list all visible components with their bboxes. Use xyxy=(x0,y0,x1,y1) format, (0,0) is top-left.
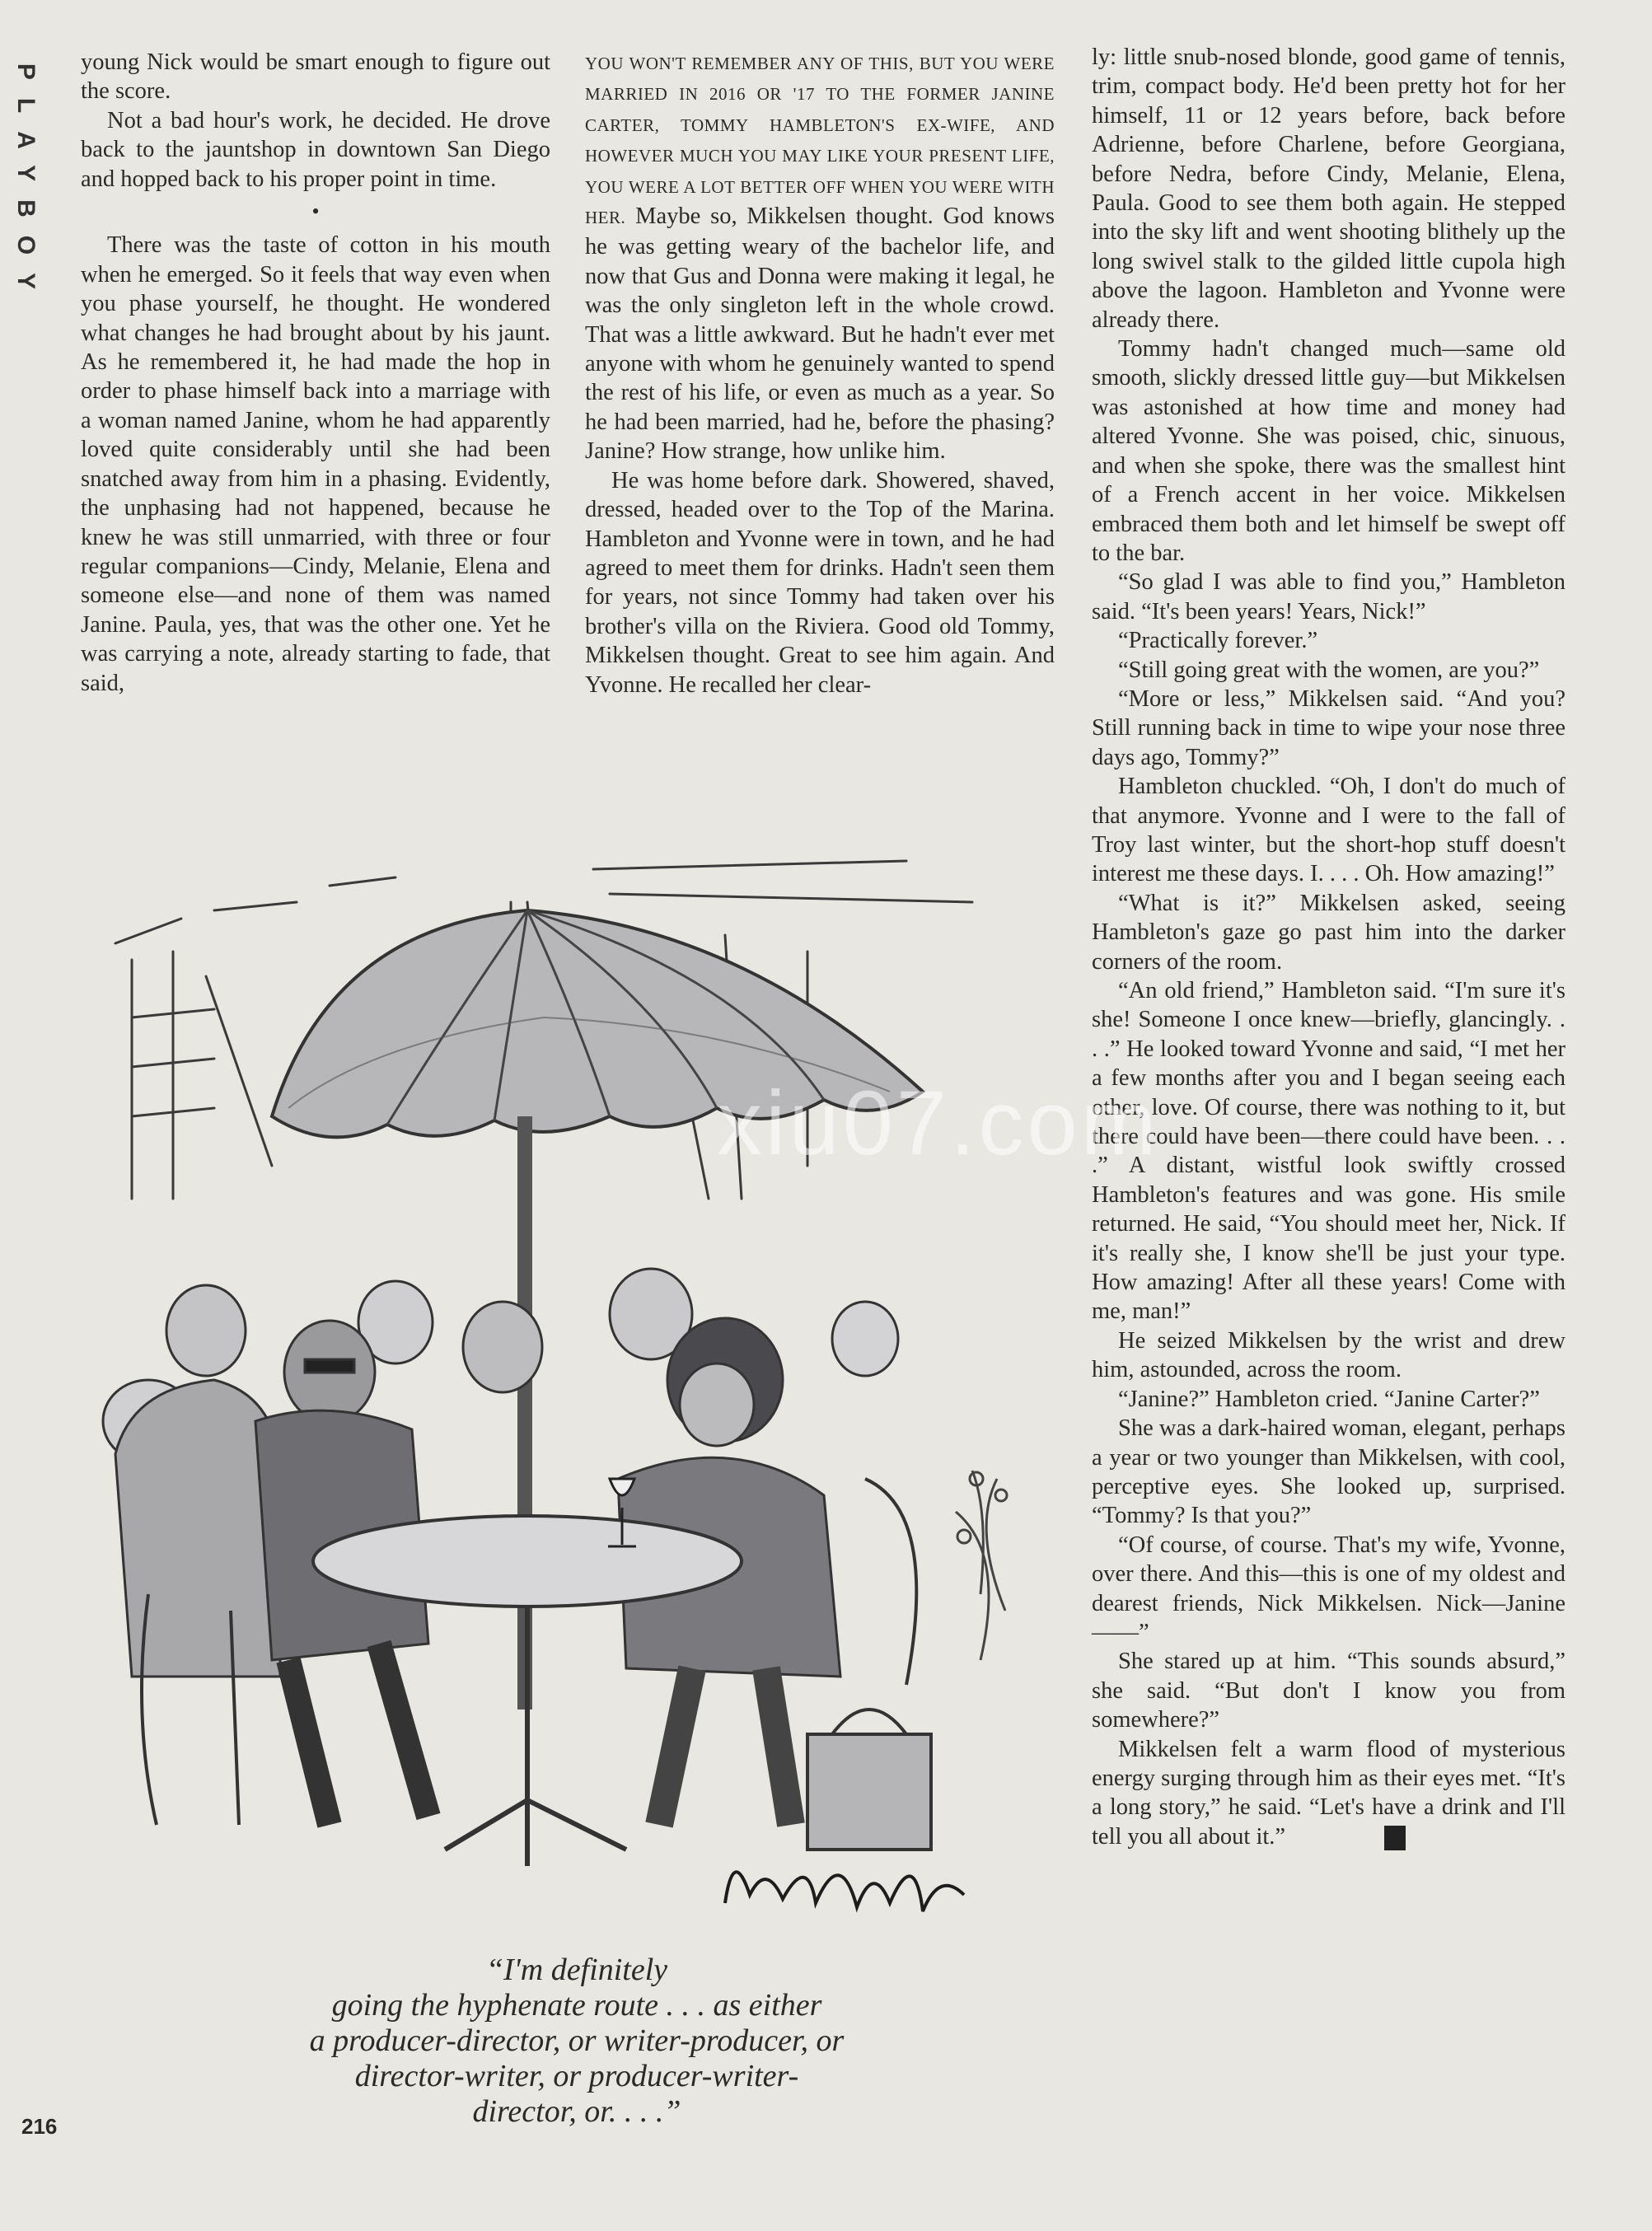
paragraph: She stared up at him. “This sounds absurd,” she said. “But don't I know you from somewhere?” xyxy=(1092,1649,1565,1733)
paragraph: “An old friend,” Hambleton said. “I'm sure it's she! Someone I once knew—briefly, glancingly. . . .” He looked toward Yvonne and said, “I met her a few months after you and I began seeing each other, love. Of course, there was nothing to it, but there could have been—there could have been. . . .” A distant, wistful look swiftly crossed Hambleton's features and was gone. His smile returned. He said, “You should meet her, Nick. If it's really she, I know she'll be just your type. How amazing! After all these years! Come with me, man!” xyxy=(1092,978,1565,1325)
paragraph: There was the taste of cotton in his mouth when he emerged. So it feels that way even when you phase yourself, he thought. He wondered what changes he had brought about by his jaunt. As he remembered it, he had made the hop in order to phase himself back into a marriage with a woman named Janine, whom he had apparently loved quite considerably until she had been snatched away from him in a phasing. Evidently, the unphasing had not happened, because he knew he was still unmarried, with three or four regular companions—Cindy, Melanie, Elena and someone else—and none of them was named Janine. Paula, yes, that was the other one. Yet he was carrying a note, already starting to fade, that said, xyxy=(81,232,550,696)
text-column-1 xyxy=(81,48,550,698)
cartoon-caption xyxy=(247,1953,906,2130)
paragraph: Hambleton chuckled. “Oh, I don't do much of that anymore. Yvonne and I were to the fall of Troy last winter, but the short-hop stuff doesn't interest me these days. I. . . . Oh. How amazing!” xyxy=(1092,774,1565,887)
shopping-bag xyxy=(807,1734,931,1850)
section-break: • xyxy=(311,199,320,224)
paragraph: He seized Mikkelsen by the wrist and drew him, astounded, across the room. xyxy=(1092,1327,1565,1383)
paragraph: “What is it?” Mikkelsen asked, seeing Hambleton's gaze go past him into the darker corners of the room. xyxy=(1092,890,1565,975)
artist-signature xyxy=(717,1837,980,1928)
paragraph: “More or less,” Mikkelsen said. “And you? Still running back in time to wipe your nose three days ago, Tommy?” xyxy=(1092,685,1565,770)
cartoon-illustration xyxy=(82,853,1071,1915)
watermark: xiu07.com xyxy=(717,1073,1160,1174)
paragraph: young Nick would be smart enough to figure out the score. xyxy=(81,49,550,105)
final-paragraph-text: Mikkelsen felt a warm flood of mysterious energy surging through him as their eyes met. “It's a long story,” he said. “Let's have a drink and I'll tell you all about it.” xyxy=(1092,1736,1565,1850)
page-number: 216 xyxy=(21,2114,58,2139)
caption-line: director-writer, or producer-writer- xyxy=(354,2059,799,2093)
caption-line: a producer-director, or writer-producer, or xyxy=(309,2023,845,2058)
rabbit-end-mark-icon: ♣ xyxy=(1384,1826,1406,1850)
paragraph: “Practically forever.” xyxy=(1118,628,1318,654)
paragraph xyxy=(1092,1735,1565,1852)
paragraph: “Still going great with the women, are you?” xyxy=(1118,657,1540,683)
paragraph: “So glad I was able to find you,” Hambleton said. “It's been years! Years, Nick!” xyxy=(1092,569,1565,624)
paragraph: “Janine?” Hambleton cried. “Janine Carter?” xyxy=(1118,1386,1540,1412)
caption-line: going the hyphenate route . . . as either xyxy=(331,1988,822,2023)
paragraph xyxy=(585,48,1055,466)
text-column-3 xyxy=(1092,43,1565,1851)
cafe-table xyxy=(313,1516,742,1607)
magazine-name-text: PLAYBOY xyxy=(12,63,40,308)
paragraph: Tommy hadn't changed much—same old smooth, slickly dressed little guy—but Mikkelsen was astonished at how time and money had altered Yvonne. She was poised, chic, sinuous, and when she spoke, there was the smallest hint of a French accent in her voice. Mikkelsen embraced them both and let himself be swept off to the bar. xyxy=(1092,336,1565,566)
caption-line: director, or. . . .” xyxy=(472,2094,681,2129)
paragraph: Not a bad hour's work, he decided. He drove back to the jauntshop in downtown San Diego and hopped back to his proper point in time. xyxy=(81,107,550,192)
paragraph: He was home before dark. Showered, shaved, dressed, headed over to the Top of the Marina. Hambleton and Yvonne were in town, and he had agreed to meet them for drinks. Hadn't seen them for years, not since Tommy had taken over his brother's villa on the Riviera. Good old Tommy, Mikkelsen thought. Great to see him again. And Yvonne. He recalled her clear- xyxy=(585,467,1055,698)
caption-line: “I'm definitely xyxy=(485,1953,668,1987)
magazine-name xyxy=(12,45,40,325)
paragraph: “Of course, of course. That's my wife, Yvonne, over there. And this—this is one of my oldest and dearest friends, Nick Mikkelsen. Nick—Janine——” xyxy=(1092,1532,1565,1645)
paragraph: ly: little snub-nosed blonde, good game of tennis, trim, compact body. He'd been pretty hot for her himself, 11 or 12 years before, back before Adrienne, before Charlene, before Georgiana, before Nedra, before Cindy, Melanie, Elena, Paula. Good to see them both again. He stepped into the sky lift and went shooting blithely up the long swivel stalk to the gilded little cupola high above the lagoon. Hambleton and Yvonne were already there. xyxy=(1092,44,1565,333)
text-column-2 xyxy=(585,48,1055,699)
paragraph-continuation: Maybe so, Mikkelsen thought. God knows he was getting weary of the bachelor life, and now that Gus and Donna were making it legal, he was the only singleton left in the whole crowd. That was a little awkward. But he hadn't ever met anyone with whom he genuinely wanted to spend the rest of his life, or even as much as a year. So he had been married, had he, before the phasing? Janine? How strange, how unlike him. xyxy=(585,203,1055,465)
paragraph: She was a dark-haired woman, elegant, perhaps a year or two younger than Mikkelsen, with cool, perceptive eyes. She looked up, surprised. “Tommy? Is that you?” xyxy=(1092,1415,1565,1529)
note-text: YOU WON'T REMEMBER ANY OF THIS, BUT YOU WERE MARRIED IN 2016 OR '17 TO THE FORMER JANINE CARTER, TOMMY HAMBLETON'S EX-WIFE, AND HOWEVER MUCH YOU MAY LIKE YOUR PRESENT LIFE, YOU WERE A LOT BETTER OFF WHEN YOU WERE WITH HER. xyxy=(585,54,1055,228)
